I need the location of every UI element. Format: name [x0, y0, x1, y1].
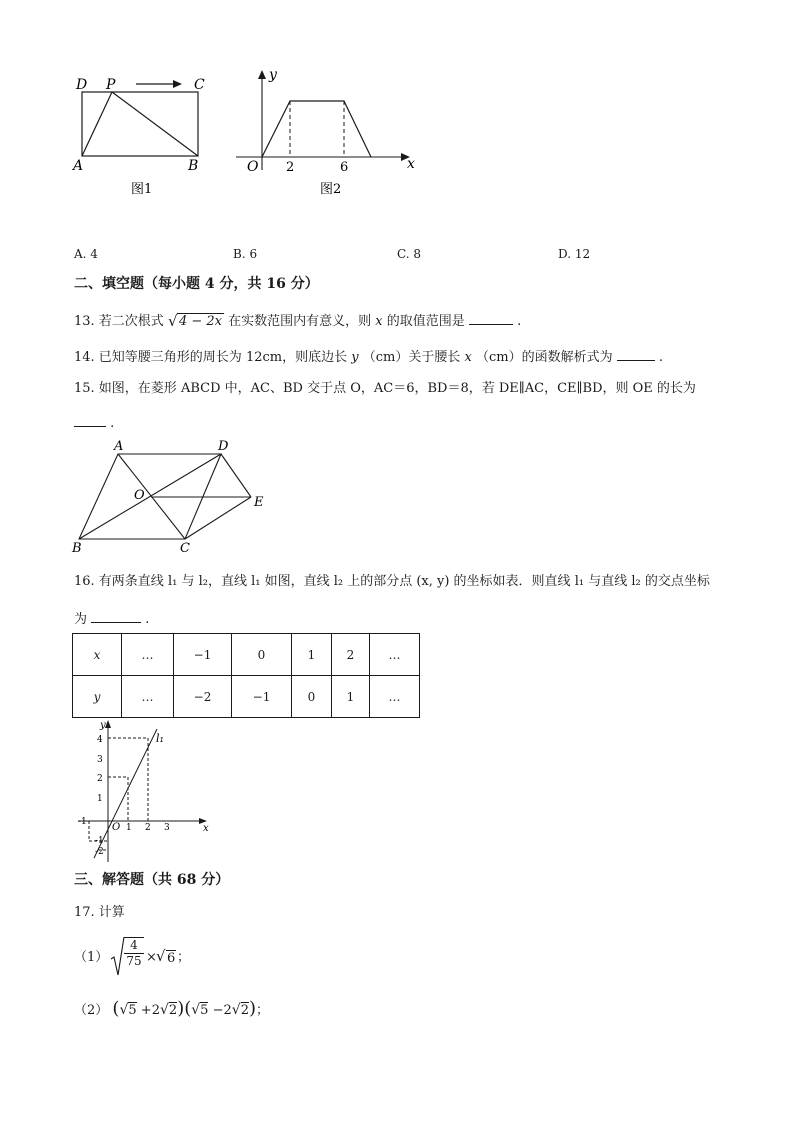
- q16-end: .: [145, 612, 150, 627]
- label-C: C: [180, 541, 190, 556]
- table-cell: 0: [292, 676, 332, 718]
- q16-coordinate-table: [72, 633, 420, 718]
- section-3-heading: 三、解答题（共 68 分）: [74, 872, 230, 888]
- table-cell: 1: [292, 634, 332, 676]
- label-B: B: [188, 158, 199, 174]
- origin-label: O: [247, 159, 259, 175]
- line-l1-label: l₁: [156, 732, 164, 745]
- sqrt-sign-6: √: [156, 947, 166, 965]
- q15-end: .: [110, 416, 115, 431]
- option-a: A. 4: [74, 247, 98, 261]
- q14-answer-blank[interactable]: [617, 348, 655, 361]
- q17-p2-op1: +: [140, 1003, 152, 1018]
- table-row: [73, 676, 420, 718]
- q16-line2-pre: 为: [74, 612, 88, 627]
- y-tick: 1: [97, 794, 103, 804]
- table-cell: y: [73, 676, 122, 718]
- option-c: C. 8: [397, 247, 422, 261]
- q17-p1-rad: 6: [167, 951, 176, 966]
- table-cell: 1: [332, 676, 370, 718]
- option-b: B. 6: [233, 247, 258, 261]
- option-d: D. 12: [558, 247, 591, 261]
- label-D: D: [218, 439, 229, 454]
- table-cell: x: [73, 634, 122, 676]
- q13-radical: √ 4 − 2x: [167, 312, 222, 330]
- q15-figure: [60, 432, 280, 558]
- q17-p1-frac-den: 75: [126, 954, 142, 968]
- q12-figures: [0, 0, 794, 210]
- table-cell: …: [122, 676, 174, 718]
- question-17-title: 17. 计算: [74, 905, 125, 920]
- axis-y-label: y: [269, 67, 277, 83]
- q17-p1-times: ×: [146, 950, 157, 965]
- table-cell: −2: [174, 676, 232, 718]
- q14-text-b: （cm）关于腰长: [362, 350, 461, 365]
- label-E: E: [254, 495, 264, 510]
- question-13: [74, 312, 521, 330]
- q15-answer-blank[interactable]: [74, 414, 106, 427]
- axis-y-label: y: [100, 720, 106, 731]
- q17-p1-num: （1）: [74, 950, 109, 965]
- caption-fig1: 图1: [131, 182, 153, 197]
- origin-label: O: [112, 822, 121, 833]
- table-cell: …: [370, 676, 420, 718]
- q17-p2-end: ；: [256, 1003, 270, 1018]
- q17-p2-a1: 5: [128, 1003, 137, 1018]
- question-17-part2: （2） (√5 +2√2)(√5 −2√2)；: [74, 998, 270, 1019]
- label-A: A: [73, 158, 84, 174]
- q14-end: .: [658, 350, 663, 365]
- y-tick: 3: [97, 755, 103, 765]
- table-cell: −1: [232, 676, 292, 718]
- x-tick: -1: [78, 817, 87, 827]
- q13-post: 在实数范围内有意义，则: [228, 314, 372, 329]
- label-O: O: [134, 488, 145, 503]
- x-tick: 2: [145, 823, 151, 833]
- table-cell: 2: [332, 634, 370, 676]
- table-cell: …: [122, 634, 174, 676]
- table-cell: −1: [174, 634, 232, 676]
- table-cell: …: [370, 634, 420, 676]
- label-C: C: [194, 77, 205, 93]
- q14-var-x: x: [464, 350, 472, 365]
- tick-2: 2: [286, 160, 295, 175]
- y-tick: -1: [95, 836, 104, 846]
- q17-p1-fraction: [124, 937, 144, 969]
- label-B: B: [72, 541, 82, 556]
- q16-graph: [70, 716, 220, 864]
- q13-answer-blank[interactable]: [469, 312, 513, 325]
- figure-1: [71, 77, 205, 197]
- q17-p2-c2: 2: [223, 1003, 232, 1018]
- q14-var-y: y: [351, 350, 359, 365]
- question-14: [74, 348, 663, 366]
- x-tick: 3: [164, 823, 170, 833]
- q14-text-c: （cm）的函数解析式为: [475, 350, 613, 365]
- axis-x-label: x: [203, 823, 209, 834]
- question-16-line2: [74, 610, 149, 628]
- q13-pre: 13. 若二次根式: [74, 314, 164, 329]
- q17-p1-end: ；: [177, 950, 191, 965]
- q17-p2-op2: −: [212, 1003, 224, 1018]
- q16-answer-blank[interactable]: [91, 610, 141, 623]
- table-row: [73, 634, 420, 676]
- q13-var: x: [375, 314, 383, 329]
- tick-6: 6: [340, 160, 349, 175]
- q17-p1-frac-num: 4: [124, 938, 144, 954]
- caption-fig2: 图2: [320, 182, 342, 197]
- label-A: A: [114, 439, 124, 454]
- q13-radicand: 4 − 2x: [178, 314, 222, 329]
- q17-p2-c1: 2: [151, 1003, 160, 1018]
- question-16-line1: 16. 有两条直线 l₁ 与 l₂，直线 l₁ 如图，直线 l₂ 上的部分点 (x, y) 的坐标如表．则直线 l₁ 与直线 l₂ 的交点坐标: [74, 574, 710, 589]
- section-2-heading: 二、填空题（每小题 4 分，共 16 分）: [74, 276, 319, 292]
- x-tick: 1: [126, 823, 132, 833]
- q17-p2-num: （2）: [74, 1003, 109, 1018]
- y-tick: 4: [97, 735, 103, 745]
- question-15-line1: 15. 如图，在菱形 ABCD 中，AC、BD 交于点 O，AC＝6，BD＝8，若 DE∥AC，CE∥BD，则 OE 的长为: [74, 381, 696, 396]
- q14-text-a: 14. 已知等腰三角形的周长为 12cm，则底边长: [74, 350, 348, 365]
- y-tick: 2: [97, 774, 103, 784]
- axis-x-label: x: [407, 156, 415, 172]
- label-D: D: [76, 77, 88, 93]
- y-tick: -2: [95, 847, 104, 857]
- table-cell: 0: [232, 634, 292, 676]
- q17-p2-a2: 5: [200, 1003, 209, 1018]
- q13-end: .: [517, 314, 522, 329]
- q17-p2-r1: 2: [168, 1003, 178, 1018]
- q13-post2: 的取值范围是: [386, 314, 465, 329]
- q17-p2-r2: 2: [240, 1003, 249, 1018]
- label-P: P: [106, 77, 116, 93]
- question-15-line2: [74, 414, 114, 432]
- figure-2: [236, 67, 415, 197]
